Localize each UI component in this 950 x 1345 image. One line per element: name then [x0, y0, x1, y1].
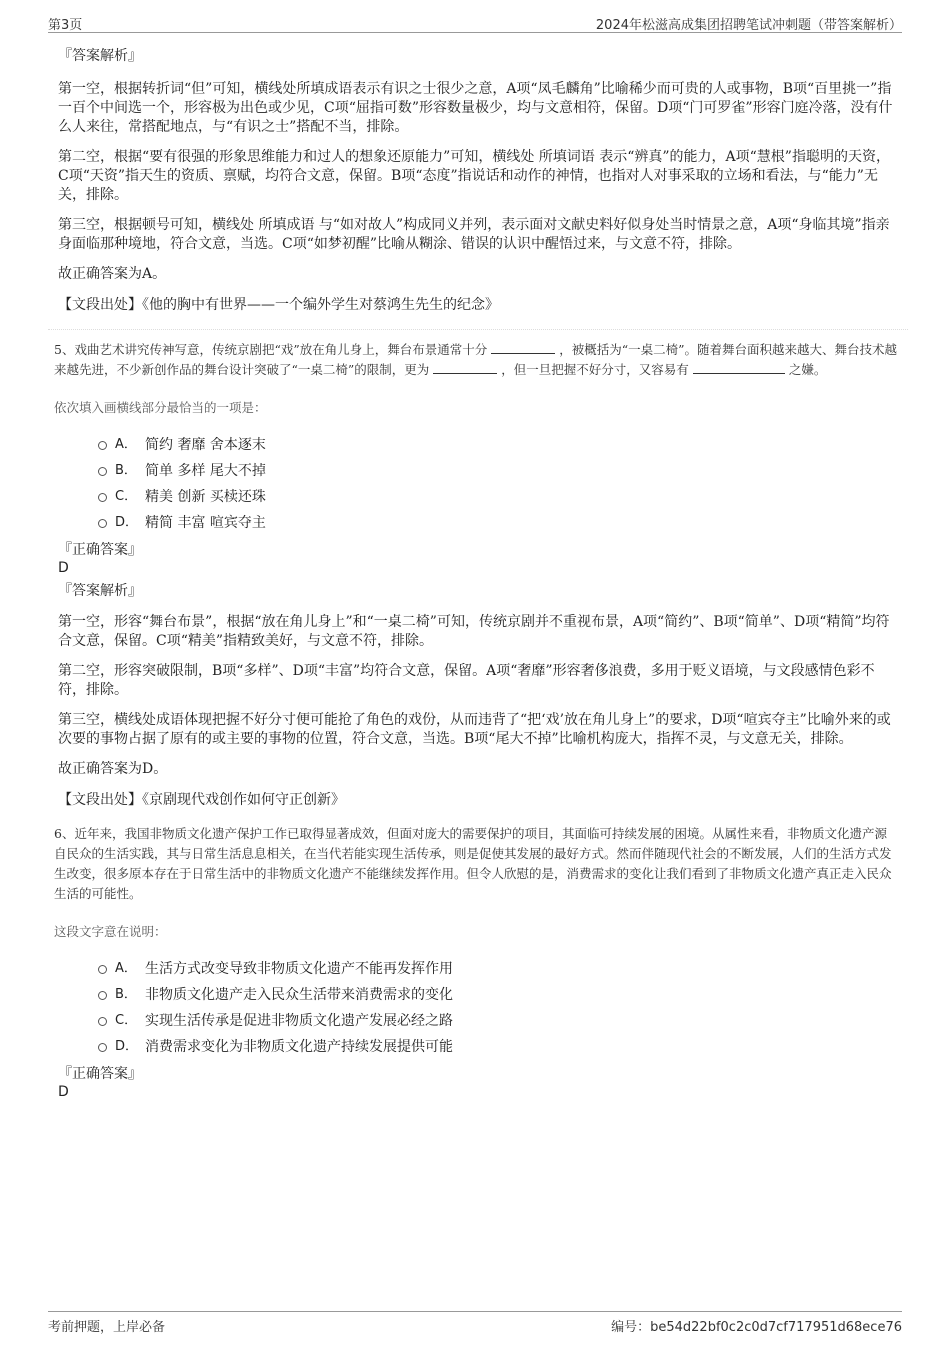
- q4-analysis-p1: 第一空，根据转折词“但”可知，横线处所填成语表示有识之士很少之意，A项“凤毛麟角”比喻稀少而可贵的人或事物，B项“百里挑一”指一百个中间选一个，形容极为出色或少见，C项“屈指可数”形容数量极少，均与文意相符，保留。D项“门可罗雀”形容门庭冷落，没有什么人来往，常搭配地点，与“有识之士”搭配不当，排除。: [58, 81, 893, 135]
- q5-option-b[interactable]: B． 简单 多样 尾大不掉: [98, 458, 898, 484]
- q4-analysis-label: 『答案解析』: [58, 48, 142, 64]
- page-number: 第3页: [48, 18, 83, 33]
- radio-icon[interactable]: [98, 1043, 107, 1052]
- q5-blank-2: [433, 361, 497, 374]
- q5-conclusion: 故正确答案为D。: [58, 761, 168, 777]
- page-content: [54, 46, 898, 1101]
- q5-question-text: 5、戏曲艺术讲究传神写意，传统京剧把“戏”放在角儿身上，舞台布景通常十分 ，被概括为“一桌二椅”。随着舞台面积越来越大、舞台技术越来越先进，不少新创作品的舞台设计突破了“一桌二椅”的限制，更为 ，但一旦把握不好分寸，又容易有 之嫌。: [54, 342, 898, 377]
- q5-analysis-p1: 第一空，形容“舞台布景”，根据“放在角儿身上”和“一桌二椅”可知，传统京剧并不重视布景，A项“简约”、B项“简单”、D项“精简”均符合文意，保留。C项“精美”指精致美好，与文意不符，排除。: [58, 614, 890, 649]
- q6-option-c[interactable]: C． 实现生活传承是促进非物质文化遗产发展必经之路: [98, 1008, 898, 1034]
- page-footer: [48, 1311, 902, 1335]
- q5-option-d[interactable]: D． 精简 丰富 喧宾夺主: [98, 510, 898, 536]
- q6-answer: D: [58, 1084, 69, 1100]
- divider: [48, 329, 908, 330]
- q5-blank-1: [491, 341, 555, 354]
- radio-icon[interactable]: [98, 1017, 107, 1026]
- document-id: 编号：be54d22bf0c2c0d7cf717951d68ece76: [611, 1320, 902, 1335]
- q5-blank-3: [693, 361, 785, 374]
- q6-question-text: 6、近年来，我国非物质文化遗产保护工作已取得显著成效，但面对庞大的需要保护的项目，其面临可持续发展的困境。从属性来看，非物质文化遗产源自民众的生活实践，其与日常生活息息相关，在当代若能实现生活传承，则是促使其发展的最好方式。然而伴随现代社会的不断发展，人们的生活方式发生改变，很多原本存在于日常生活中的非物质文化遗产不能继续发挥作用。但令人欣慰的是，消费需求的变化让我们看到了非物质文化遗产真正走入民众生活的可能性。: [54, 826, 892, 901]
- q4-analysis-p2: 第二空，根据“要有很强的形象思维能力和过人的想象还原能力”可知，横线处 所填词语 表示“辨真”的能力，A项“慧根”指聪明的天资，C项“天资”指天生的资质、禀赋，均符合文意，保留。B项“态度”指说话和动作的神情，也指对人对事采取的立场和看法，与“能力”无关，排除。: [58, 149, 890, 203]
- q6-answer-label: 『正确答案』: [58, 1066, 142, 1082]
- radio-icon[interactable]: [98, 467, 107, 476]
- q6-prompt: 这段文字意在说明：: [54, 924, 167, 939]
- q5-prompt: 依次填入画横线部分最恰当的一项是：: [54, 400, 267, 415]
- q5-analysis-p3: 第三空，横线处成语体现把握不好分寸便可能抢了角色的戏份，从而违背了“把‘戏’放在角儿身上”的要求，D项“喧宾夺主”比喻外来的或次要的事物占据了原有的或主要的事物的位置，符合文意，当选。B项“尾大不掉”比喻机构庞大，指挥不灵，与文意无关，排除。: [58, 712, 891, 747]
- q6-option-d[interactable]: D． 消费需求变化为非物质文化遗产持续发展提供可能: [98, 1034, 898, 1060]
- q5-options: [98, 432, 898, 536]
- radio-icon[interactable]: [98, 965, 107, 974]
- q5-answer: D: [58, 560, 69, 576]
- q4-source: 【文段出处】《他的胸中有世界——一个编外学生对蔡鸿生先生的纪念》: [58, 297, 499, 313]
- radio-icon[interactable]: [98, 493, 107, 502]
- radio-icon[interactable]: [98, 441, 107, 450]
- page-header: [48, 14, 902, 33]
- document-title: 2024年松滋高成集团招聘笔试冲刺题（带答案解析）: [595, 18, 902, 33]
- footer-slogan: 考前押题，上岸必备: [48, 1320, 166, 1335]
- q5-analysis-label: 『答案解析』: [58, 583, 142, 599]
- radio-icon[interactable]: [98, 519, 107, 528]
- q5-option-a[interactable]: A． 简约 奢靡 舍本逐末: [98, 432, 898, 458]
- q5-option-c[interactable]: C． 精美 创新 买椟还珠: [98, 484, 898, 510]
- q6-option-a[interactable]: A． 生活方式改变导致非物质文化遗产不能再发挥作用: [98, 956, 898, 982]
- q6-options: [98, 956, 898, 1060]
- q6-option-b[interactable]: B． 非物质文化遗产走入民众生活带来消费需求的变化: [98, 982, 898, 1008]
- q4-conclusion: 故正确答案为A。: [58, 266, 167, 282]
- q4-analysis-p3: 第三空，根据顿号可知，横线处 所填成语 与“如对故人”构成同义并列，表示面对文献史料好似身处当时情景之意，A项“身临其境”指亲身面临那种境地，符合文意，当选。C项“如梦初醒”比喻从糊涂、错误的认识中醒悟过来，与文意不符，排除。: [58, 217, 890, 252]
- q5-answer-label: 『正确答案』: [58, 542, 142, 558]
- radio-icon[interactable]: [98, 991, 107, 1000]
- q5-source: 【文段出处】《京剧现代戏创作如何守正创新》: [58, 792, 345, 808]
- q5-analysis-p2: 第二空，形容突破限制，B项“多样”、D项“丰富”均符合文意，保留。A项“奢靡”形容奢侈浪费，多用于贬义语境，与文段感情色彩不符，排除。: [58, 663, 875, 698]
